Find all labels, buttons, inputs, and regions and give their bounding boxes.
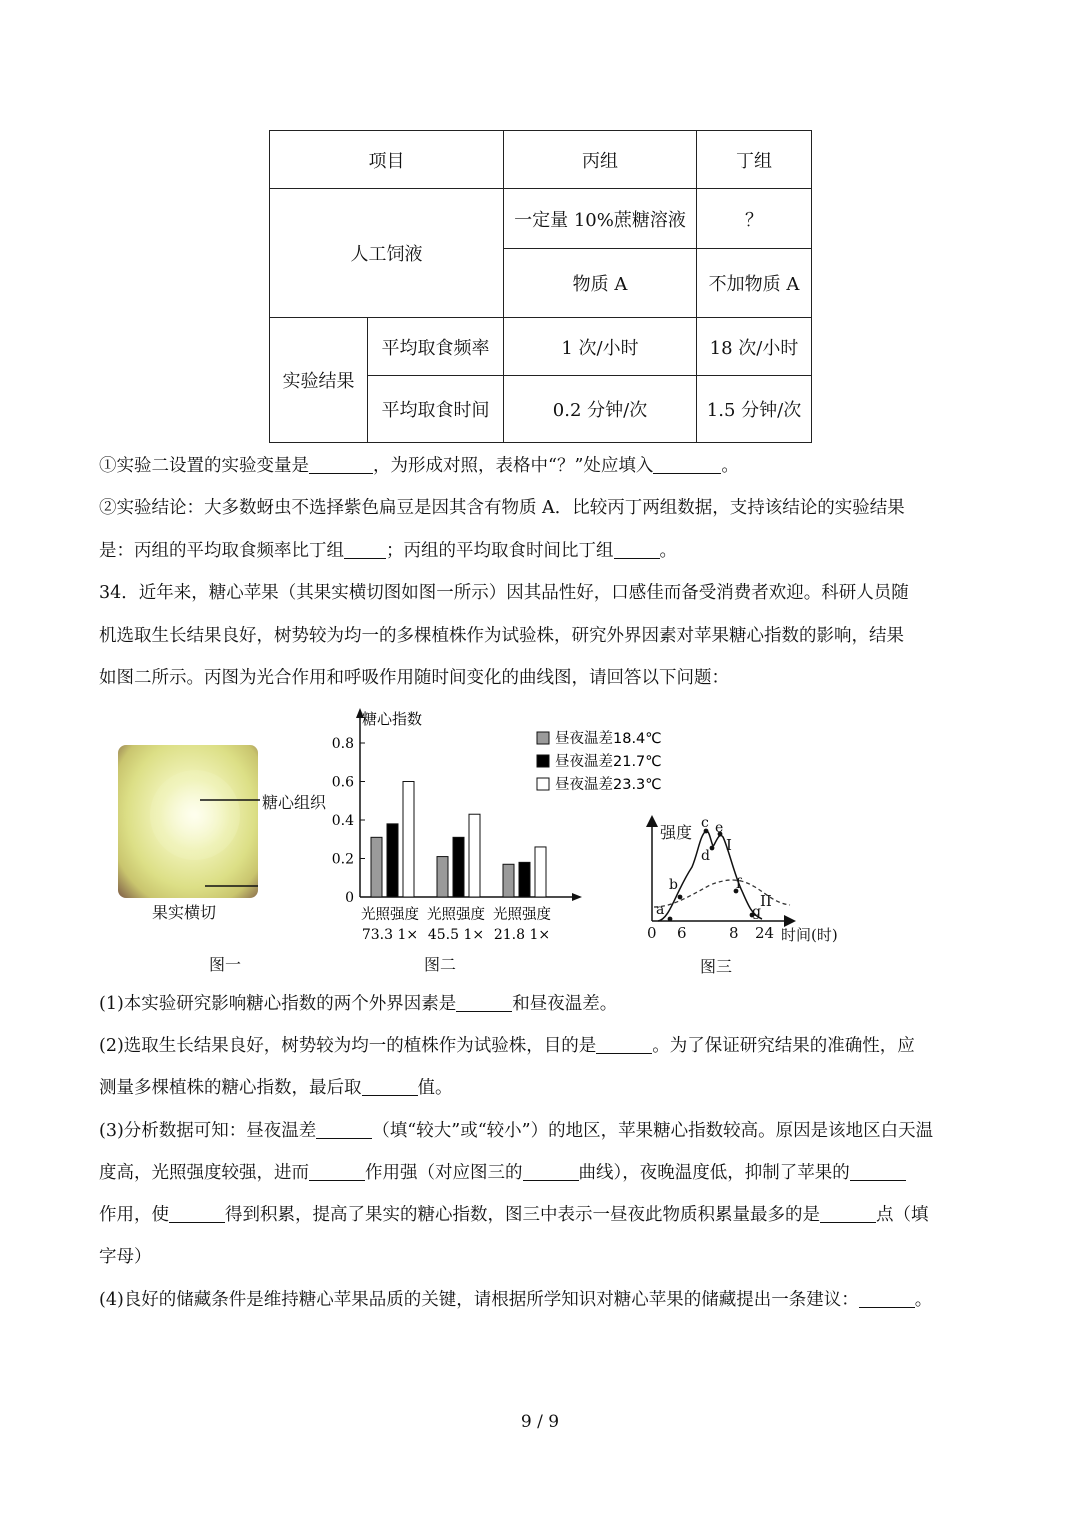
substance-c: 物质 A [504, 249, 697, 318]
point-a [668, 917, 673, 922]
freq-d: 18 次/小时 [697, 318, 812, 376]
sub-question-4: (4)良好的储藏条件是维持糖心苹果品质的关键，请根据所学知识对糖心苹果的储藏提出一条建议： 。 [99, 1290, 933, 1310]
bar-2-2 [453, 837, 464, 897]
label-c: c [701, 815, 709, 831]
y-tick-label: 0.2 [331, 851, 354, 868]
bar-2-3 [519, 862, 530, 897]
fig1-label: 糖心组织 [262, 793, 327, 812]
x-category-label: 光照强度 [427, 907, 485, 923]
label-curve-i: I [726, 836, 732, 854]
tick-8: 8 [729, 924, 739, 942]
answer-blank[interactable] [850, 1163, 906, 1182]
bar-1-2 [437, 857, 448, 897]
fig3-title: 图三 [700, 957, 733, 976]
x-axis-arrow [572, 893, 582, 901]
x-category-label: 光照强度 [361, 907, 419, 923]
sucrose-d: ？ [697, 189, 812, 249]
point-d [710, 846, 715, 851]
answer-blank[interactable] [316, 1121, 372, 1140]
label-curve-ii: II [760, 892, 772, 910]
answer-blank[interactable] [653, 456, 721, 475]
time-c: 0.2 分钟/次 [504, 376, 697, 443]
answer-blank[interactable] [820, 1205, 876, 1224]
tick-6: 6 [677, 924, 687, 942]
legend-label-2: 昼夜温差21.7℃ [555, 754, 662, 770]
legend-label-1: 昼夜温差18.4℃ [555, 731, 662, 747]
question-2-line2: 是：丙组的平均取食频率比丁组 ；丙组的平均取食时间比丁组 。 [99, 541, 677, 561]
answer-blank[interactable] [309, 1163, 365, 1182]
answer-blank[interactable] [859, 1290, 915, 1309]
fig1-title: 图一 [209, 955, 242, 974]
feed-label: 人工饲液 [270, 189, 504, 318]
x-category-value: 21.8 1× [493, 927, 551, 943]
substance-d: 不加物质 A [697, 249, 812, 318]
question-34-line3: 如图二所示。丙图为光合作用和呼吸作用随时间变化的曲线图，请回答以下问题： [99, 668, 729, 688]
legend-swatch-1 [537, 732, 549, 744]
header-group-c: 丙组 [504, 131, 697, 189]
sub-question-3-line2: 度高，光照强度较强，进而 作用强（对应图三的 曲线），夜晚温度低，抑制了苹果的 [99, 1152, 984, 1195]
label-d: d [701, 848, 710, 864]
question-34-line2: 机选取生长结果良好，树势较为均一的多棵植株作为试验株，研究外界因素对苹果糖心指数的影响，结果 [99, 626, 904, 646]
freq-label: 平均取食频率 [368, 318, 504, 376]
y-tick-label: 0.4 [331, 813, 354, 829]
bar-3-1 [403, 782, 414, 898]
header-group-d: 丁组 [697, 131, 812, 189]
label-b: b [669, 877, 678, 893]
answer-blank[interactable] [456, 994, 512, 1013]
answer-blank[interactable] [614, 541, 660, 560]
question-2-line1: ②实验结论：大多数蚜虫不选择紫色扁豆是因其含有物质 A．比较丙丁两组数据，支持该结论的实验结果 [99, 498, 905, 518]
bar-3-2 [469, 814, 480, 897]
answer-blank[interactable] [344, 541, 386, 560]
sub-question-3-line4: 字母） [99, 1247, 152, 1267]
sub-question-2-line2: 测量多棵植株的糖心指数，最后取 值。 [99, 1078, 453, 1098]
bar-1-3 [503, 864, 514, 897]
label-g: g [752, 904, 761, 920]
y-tick-label: 0.8 [331, 736, 354, 752]
bar-3-3 [535, 847, 546, 897]
freq-c: 1 次/小时 [504, 318, 697, 376]
tick-0: 0 [647, 924, 657, 942]
question-34-line1: 34．近年来，糖心苹果（其果实横切图如图一所示）因其品性好，口感佳而备受消费者欢迎。科研人员随 [99, 583, 909, 603]
result-label: 实验结果 [270, 318, 368, 443]
x-category-value: 45.5 1× [427, 927, 485, 943]
answer-blank[interactable] [169, 1205, 225, 1224]
bar-chart [320, 700, 662, 950]
fig2-title: 图二 [424, 955, 457, 974]
sub-question-1: (1)本实验研究影响糖心指数的两个外界因素是 和昼夜温差。 [99, 994, 618, 1014]
fig3-xlabel: 时间(时) [781, 926, 838, 944]
answer-blank[interactable] [362, 1078, 418, 1097]
time-d: 1.5 分钟/次 [697, 376, 812, 443]
x-category-label: 光照强度 [493, 907, 551, 923]
legend-swatch-2 [537, 755, 549, 767]
question-1: ①实验二设置的实验变量是 ，为形成对照，表格中“？”处应填入 。 [99, 456, 739, 476]
sub-question-2-line1: (2)选取生长结果良好，树势较为均一的植株作为试验株，目的是 。为了保证研究结果的准确性，应 [99, 1036, 915, 1056]
answer-blank[interactable] [596, 1036, 652, 1055]
label-e: e [715, 820, 724, 836]
experiment-table [269, 130, 812, 443]
bar-2-1 [387, 824, 398, 897]
time-label: 平均取食时间 [368, 376, 504, 443]
fig1-caption: 果实横切 [152, 903, 217, 922]
tick-24: 24 [755, 924, 775, 942]
fig3-ylabel: 强度 [660, 823, 693, 842]
answer-blank[interactable] [523, 1163, 579, 1182]
page-number: 9 / 9 [520, 1412, 560, 1432]
legend-swatch-3 [537, 778, 549, 790]
sucrose-c: 一定量 10%蔗糖溶液 [504, 189, 697, 249]
bar-1-1 [371, 837, 382, 897]
x-category-value: 73.3 1× [361, 927, 419, 943]
sub-question-3-line1: (3)分析数据可知：昼夜温差 （填“较大”或“较小”）的地区，苹果糖心指数较高。原因是该地区白天温 [99, 1121, 934, 1141]
label-a: a [656, 902, 665, 918]
curve-i [658, 831, 762, 921]
header-item: 项目 [270, 131, 504, 189]
y-tick-label: 0 [345, 890, 354, 906]
y-tick-label: 0.6 [331, 774, 354, 791]
legend-label-3: 昼夜温差23.3℃ [555, 777, 662, 793]
y-axis-title: 糖心指数 [362, 710, 423, 728]
label-f: f [736, 876, 742, 892]
fig1-leader-lines [190, 790, 270, 900]
point-b [678, 895, 683, 900]
answer-blank[interactable] [309, 456, 373, 475]
sub-question-3-line3: 作用，使 得到积累，提高了果实的糖心指数，图三中表示一昼夜此物质积累量最多的是 点（填 [99, 1205, 929, 1225]
